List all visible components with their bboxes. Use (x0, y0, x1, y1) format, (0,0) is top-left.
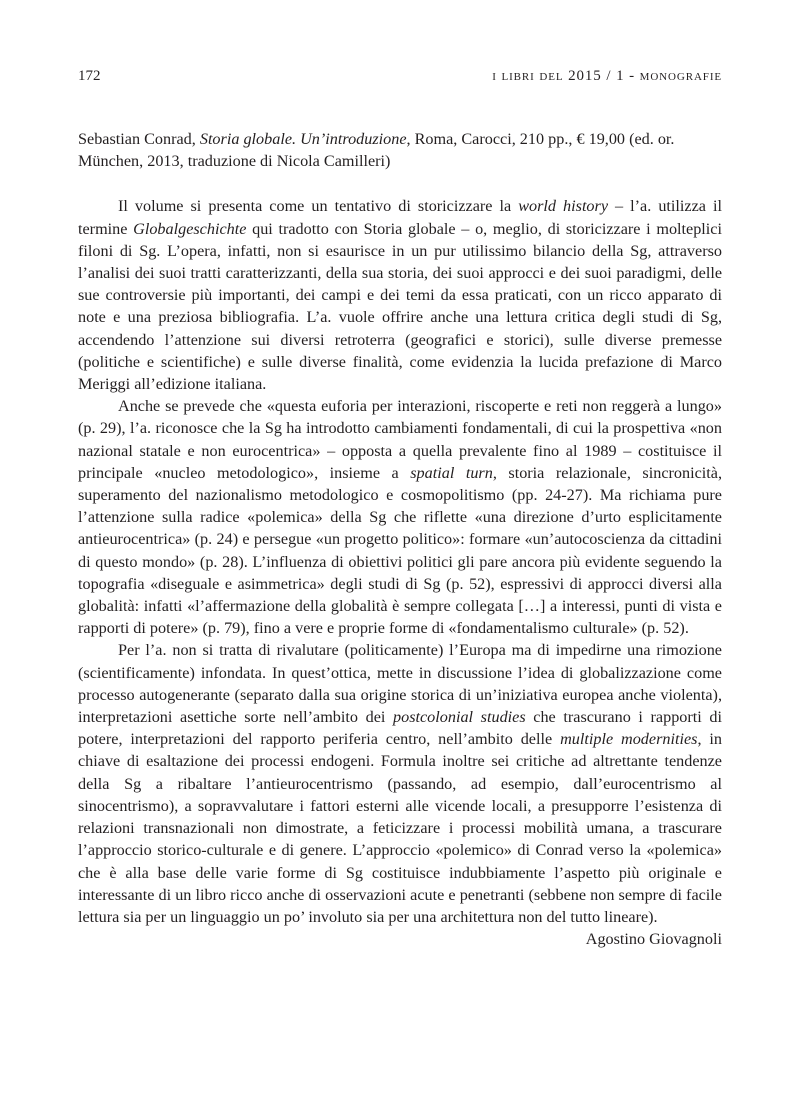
paragraph-2: Anche se prevede che «questa euforia per interazioni, riscoperte e reti non reggerà a lungo» (p. 29), l’a. riconosce che la Sg ha introdotto cambiamenti fondamentali, di cui la prospettiva «non nazional statale e non eurocentrica» – opposta a quella prevalente fino al 1989 – costituisce il principale «nucleo metodologico», insieme a spatial turn, storia relazionale, sincronicità, superamento del nazionalismo metodologico e cosmopolitismo (pp. 24-27). Ma richiama pure l’attenzione sulla radice «polemica» della Sg che riflette «una direzione d’urto esplicitamente antieurocentrica» (p. 24) e persegue «un progetto politico»: formare «un’autocoscienza da cittadini di questo mondo» (p. 28). L’influenza di obiettivi politici gli pare ancora più evidente seguendo la topografia «diseguale e asimmetrica» degli studi di Sg (p. 52), espressivi di approcci diversi alla globalità: infatti «l’affermazione della globalità è sempre collegata […] a interessi, punti di vista e rapporti di potere» (p. 79), fino a vere e proprie forme di «fondamentalismo culturale» (p. 52). (78, 397, 722, 638)
paragraph-3: Per l’a. non si tratta di rivalutare (politicamente) l’Europa ma di impedirne una rimozione (scientificamente) infondata. In quest’ottica, mette in discussione l’idea di globalizzazione come processo autogenerante (separato dalla sua origine storica di un’iniziativa europea anche violenta), interpretazioni asettiche sorte nell’ambito dei postcolonial studies che trascurano i rapporti di potere, interpretazioni del rapporto periferia centro, nell’ambito delle multiple modernities, in chiave di esaltazione dei processi endogeni. Formula inoltre sei critiche ad altrettante tendenze della Sg a ribaltare l’antieurocentrismo (passando, ad esempio, dall’eurocentrismo al sinocentrismo), a sopravvalutare i fattori esterni alle vicende locali, a presupporre l’esistenza di relazioni transnazionali non dimostrate, a feticizzare i processi mobilità umana, a trascurare l’approccio storico-culturale e di genere. L’approccio «polemico» di Conrad verso la «polemica» che è alla base delle varie forme di Sg costituisce indubbiamente l’aspetto più originale e interessante di un libro ricco anche di osservazioni acute e penetranti (sebbene non sempre di facile lettura sia per un linguaggio un po’ involuto sia per una architettura non del tutto lineare). (78, 641, 723, 926)
book-title: Storia globale. Un’introduzione (199, 130, 407, 148)
running-head: i libri del 2015 / 1 - monografie (492, 68, 722, 84)
book-citation: Sebastian Conrad, Storia globale. Un’introduzione, Roma, Carocci, 210 pp., € 19,00 (ed. or. München, 2013, traduzione di Nicola Camilleri) (78, 130, 675, 171)
page-number: 172 (78, 68, 101, 84)
page-header (78, 68, 722, 90)
reviewer-signature: Agostino Giovagnoli (585, 930, 722, 949)
review-body (78, 128, 722, 950)
paragraph-1: Il volume si presenta come un tentativo di storicizzare la world history – l’a. utilizza il termine Globalgeschichte qui tradotto con Storia globale – o, meglio, di storicizzare i molteplici filoni di Sg. L’opera, infatti, non si esaurisce in un pur utilissimo bilancio della Sg, attraverso l’analisi dei suoi tratti caratterizzanti, della sua storia, dei suoi approcci e dei suoi paradigmi, delle sue controversie più importanti, dei campi e dei temi da essa praticati, con un ricco apparato di note e una preziosa bibliografia. L’a. vuole offrire anche una lettura critica degli studi di Sg, accendendo l’attenzione sui diversi retroterra (geografici e storici), sulle diverse premesse (politiche e scientifiche) e sulle diverse finalità, come evidenzia la lucida prefazione di Marco Meriggi all’edizione italiana. (78, 197, 722, 394)
